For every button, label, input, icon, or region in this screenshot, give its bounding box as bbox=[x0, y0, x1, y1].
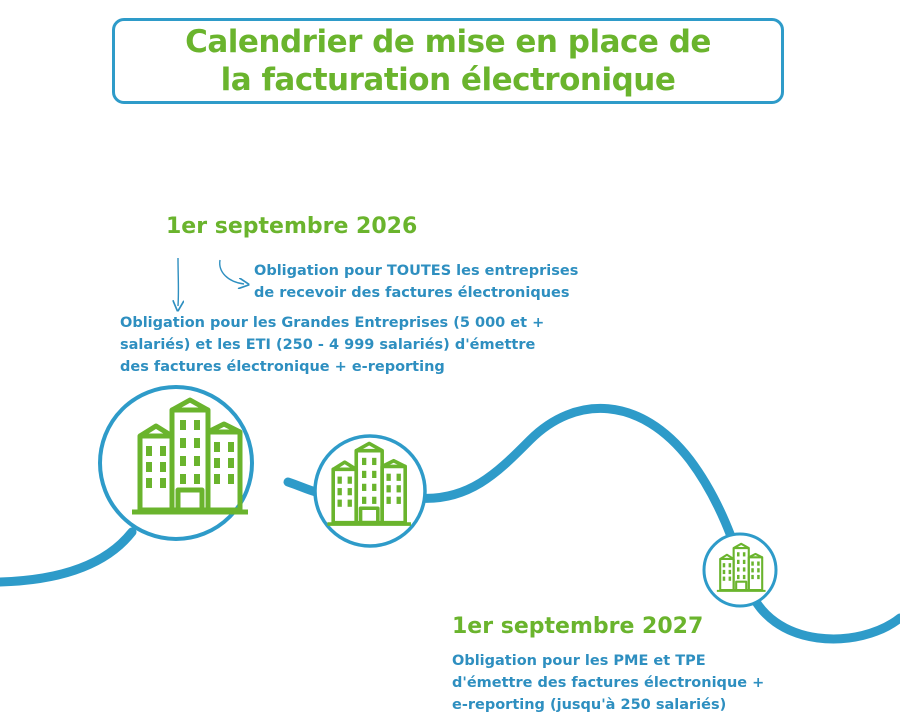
pme-tpe-node bbox=[704, 534, 776, 606]
date-2027: 1er septembre 2027 bbox=[452, 614, 704, 639]
timeline-wave-connector bbox=[288, 482, 316, 492]
arrow-curved-icon bbox=[220, 260, 244, 284]
large-enterprise-obligation-text: Obligation pour les Grandes Entreprises (5 000 et + salariés) et les ETI (250 - 4 999 salariés) d'émettre des factures électronique + e-reporting bbox=[120, 315, 545, 375]
date-2026: 1er septembre 2026 bbox=[166, 214, 418, 239]
title-line-1: Calendrier de mise en place de bbox=[185, 24, 711, 60]
large-enterprise-node bbox=[100, 387, 252, 539]
eti-node bbox=[315, 436, 425, 546]
reception-obligation-text: Obligation pour TOUTES les entreprises de recevoir des factures électroniques bbox=[254, 263, 579, 301]
pme-tpe-obligation-text: Obligation pour les PME et TPE d'émettre des factures électronique + e-reporting (jusqu'à 250 salariés) bbox=[452, 653, 765, 713]
title-line-2: la facturation électronique bbox=[220, 62, 676, 98]
